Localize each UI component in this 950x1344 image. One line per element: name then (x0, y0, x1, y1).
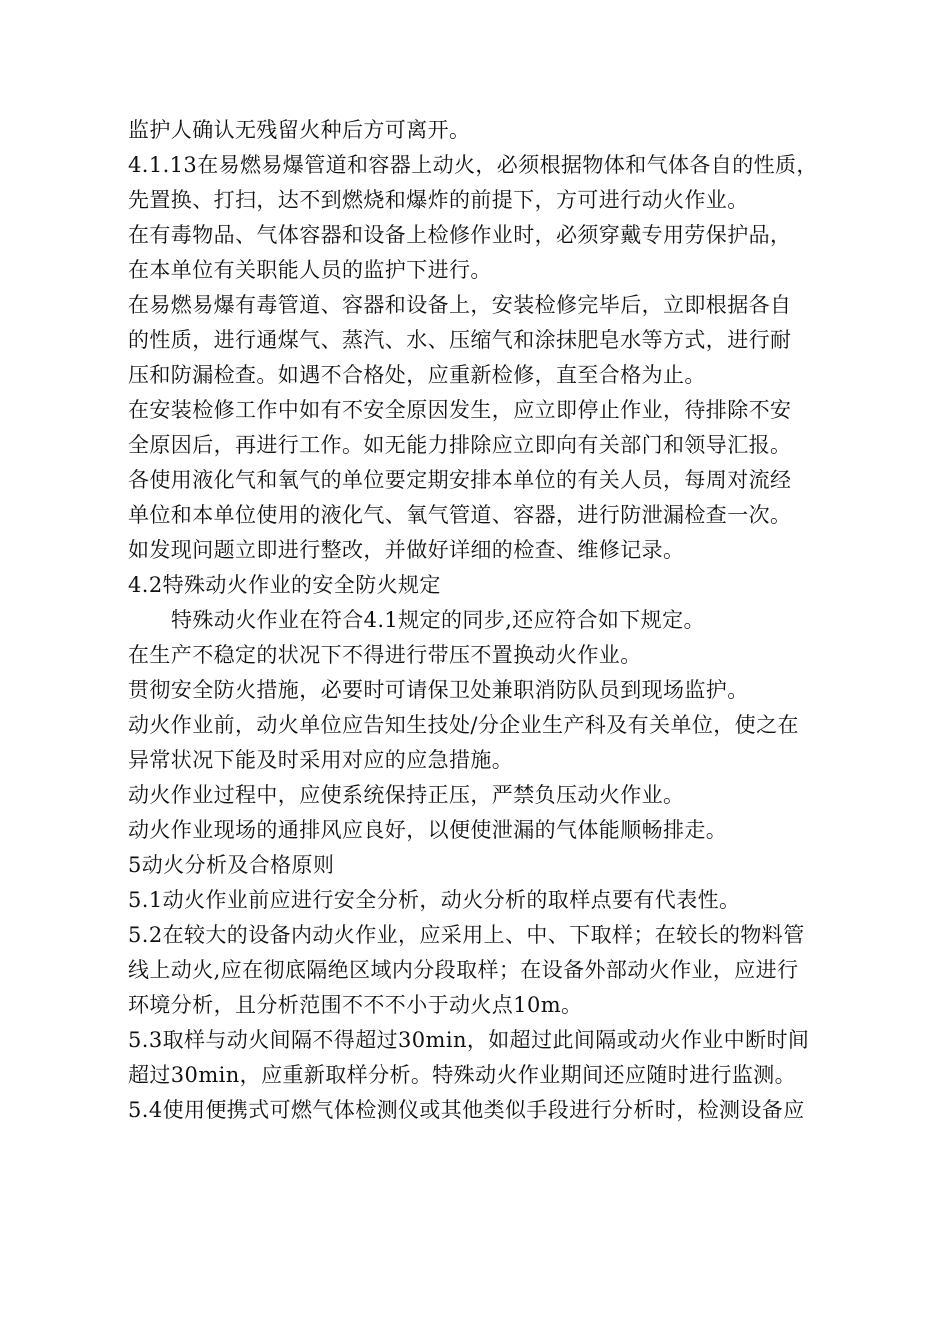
text-line: 的性质，进行通煤气、蒸汽、水、压缩气和涂抹肥皂水等方式，进行耐 (128, 328, 792, 352)
text-line: 异常状况下能及时采用对应的应急措施。 (128, 748, 514, 772)
text-line: 在生产不稳定的状况下不得进行带压不置换动火作业。 (128, 643, 642, 667)
text-line: 环境分析，且分析范围不不不小于动火点10m。 (128, 993, 583, 1017)
document-body (128, 113, 850, 1128)
text-line: 4.1.13在易燃易爆管道和容器上动火，必须根据物体和气体各自的性质， (128, 153, 818, 177)
text-line: 监护人确认无残留火种后方可离开。 (128, 118, 471, 142)
text-line: 5.1动火作业前应进行安全分析，动火分析的取样点要有代表性。 (128, 888, 741, 912)
text-line: 全原因后，再进行工作。如无能力排除应立即向有关部门和领导汇报。 (128, 433, 792, 457)
text-line: 超过30min，应重新取样分析。特殊动火作业期间还应随时进行监测。 (128, 1063, 797, 1087)
text-line: 5.3取样与动火间隔不得超过30min，如超过此间隔或动火作业中断时间 (128, 1028, 810, 1052)
text-line: 先置换、打扫，达不到燃烧和爆炸的前提下，方可进行动火作业。 (128, 188, 749, 212)
text-line: 贯彻安全防火措施，必要时可请保卫处兼职消防队员到现场监护。 (128, 678, 749, 702)
text-line: 特殊动火作业在符合4.1规定的同步,还应符合如下规定。 (171, 608, 705, 632)
text-line: 动火作业现场的通排风应良好，以便使泄漏的气体能顺畅排走。 (128, 818, 728, 842)
text-line: 在易燃易爆有毒管道、容器和设备上，安装检修完毕后，立即根据各自 (128, 293, 792, 317)
text-line: 各使用液化气和氧气的单位要定期安排本单位的有关人员，每周对流经 (128, 468, 792, 492)
text-line: 在有毒物品、气体容器和设备上检修作业时，必须穿戴专用劳保护品， (128, 223, 792, 247)
text-line: 压和防漏检查。如遇不合格处，应重新检修，直至合格为止。 (128, 363, 706, 387)
text-line: 单位和本单位使用的液化气、氧气管道、容器，进行防泄漏检查一次。 (128, 503, 792, 527)
text-line: 动火作业过程中，应使系统保持正压，严禁负压动火作业。 (128, 783, 685, 807)
text-line: 5.4使用便携式可燃气体检测仪或其他类似手段进行分析时，检测设备应 (128, 1098, 805, 1122)
text-line: 线上动火,应在彻底隔绝区域内分段取样；在设备外部动火作业，应进行 (128, 958, 799, 982)
text-line: 在本单位有关职能人员的监护下进行。 (128, 258, 492, 282)
text-line: 5.2在较大的设备内动火作业，应采用上、中、下取样；在较长的物料管 (128, 923, 805, 947)
section-heading: 4.2特殊动火作业的安全防火规定 (128, 573, 441, 597)
section-heading: 5动火分析及合格原则 (128, 853, 335, 877)
text-line: 如发现问题立即进行整改，并做好详细的检查、维修记录。 (128, 538, 685, 562)
text-line: 动火作业前，动火单位应告知生技处/分企业生产科及有关单位，使之在 (128, 713, 799, 737)
text-line: 在安装检修工作中如有不安全原因发生，应立即停止作业，待排除不安 (128, 398, 792, 422)
